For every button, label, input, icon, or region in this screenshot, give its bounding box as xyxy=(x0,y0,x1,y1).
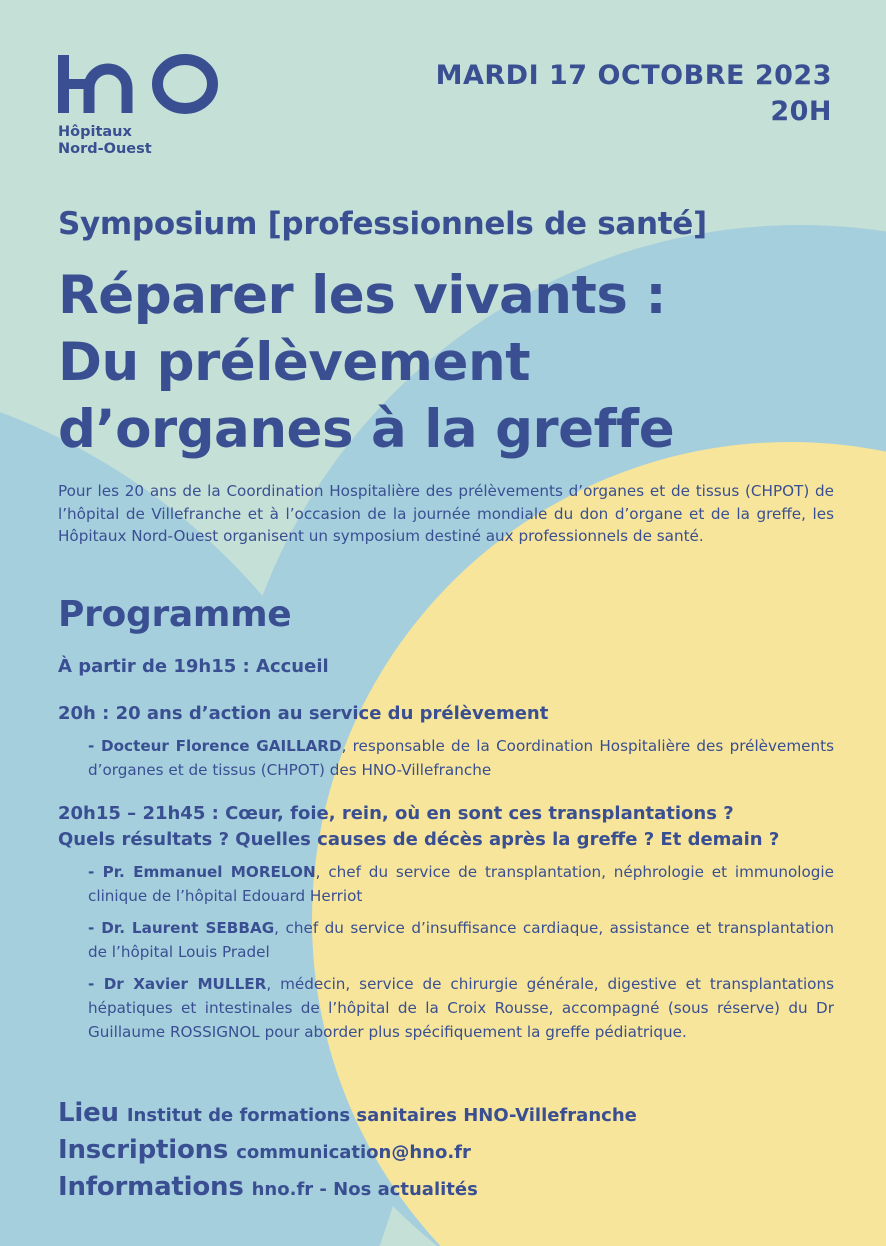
event-time: 20H xyxy=(770,96,832,127)
hno-logo-mark xyxy=(58,52,218,116)
session-1-title: 20h : 20 ans d’action au service du prélèvement xyxy=(58,703,549,724)
event-date: MARDI 17 OCTOBRE 2023 xyxy=(435,60,832,91)
logo-line-2: Nord-Ouest xyxy=(58,141,152,157)
logo-line-1: Hôpitaux xyxy=(58,124,132,140)
intro-paragraph: Pour les 20 ans de la Coordination Hospitalière des prélèvements d’organes et de tissus (CHPOT) de l’hôpital de Villefranche et à l’occasion de la journée mondiale du don d’organe et de la greffe, les Hôpitaux Nord-Ouest organisent un symposium destiné aux professionnels de santé. xyxy=(58,482,834,545)
speaker-name: - Dr Xavier MULLER xyxy=(88,975,267,993)
main-title-line-1: Réparer les vivants : xyxy=(58,265,667,326)
inscriptions-label: Inscriptions xyxy=(58,1135,229,1165)
speaker-morelon xyxy=(88,860,834,908)
speaker-description: , médecin, service de chirurgie générale, digestive et transplantations hépatiques et intestinales de l’hôpital de la Croix Rousse, accompagné (sous réserve) du Dr Guillaume ROSSIGNOL pour aborder plus spécifiquement la greffe pédiatrique. xyxy=(88,975,834,1041)
programme-heading: Programme xyxy=(58,594,292,635)
programme-accueil xyxy=(58,654,838,680)
programme-session-1 xyxy=(58,701,838,782)
lieu-value: Institut de formations sanitaires HNO-Villefranche xyxy=(126,1105,637,1126)
speaker-name: - Dr. Laurent SEBBAG xyxy=(88,919,275,937)
informations-website-link[interactable]: hno.fr - Nos actualités xyxy=(251,1179,478,1200)
footer-lieu xyxy=(58,1098,637,1128)
speaker-description: , chef du service d’insuffisance cardiaque, assistance et transplantation de l’hôpital Louis Pradel xyxy=(88,919,834,961)
speaker-name: - Docteur Florence GAILLARD xyxy=(88,737,342,755)
informations-label: Informations xyxy=(58,1172,244,1202)
speaker-muller xyxy=(88,972,834,1044)
footer-inscriptions xyxy=(58,1135,471,1165)
inscriptions-email-link[interactable]: communication@hno.fr xyxy=(236,1142,471,1163)
main-title-line-2: Du prélèvement xyxy=(58,332,531,393)
footer-informations xyxy=(58,1172,478,1202)
speaker-gaillard xyxy=(88,734,834,782)
session-2-title-line-2: Quels résultats ? Quelles causes de décès après la greffe ? Et demain ? xyxy=(58,829,780,850)
event-date-block xyxy=(436,58,832,130)
speaker-name: - Pr. Emmanuel MORELON xyxy=(88,863,316,881)
session-2-title-line-1: 20h15 – 21h45 : Cœur, foie, rein, où en sont ces transplantations ? xyxy=(58,803,734,824)
lieu-label: Lieu xyxy=(58,1098,119,1128)
symposium-subtitle: Symposium [professionnels de santé] xyxy=(58,206,707,242)
main-title-line-3: d’organes à la greffe xyxy=(58,399,675,460)
programme-session-2 xyxy=(58,801,838,1044)
speaker-description: , responsable de la Coordination Hospitalière des prélèvements d’organes et de tissus (CHPOT) des HNO-Villefranche xyxy=(88,737,834,779)
speaker-sebbag xyxy=(88,916,834,964)
accueil-title: À partir de 19h15 : Accueil xyxy=(58,656,329,677)
speaker-description: , chef du service de transplantation, néphrologie et immunologie clinique de l’hôpital Edouard Herriot xyxy=(88,863,834,905)
hno-logo xyxy=(58,52,218,158)
main-title xyxy=(58,262,858,463)
